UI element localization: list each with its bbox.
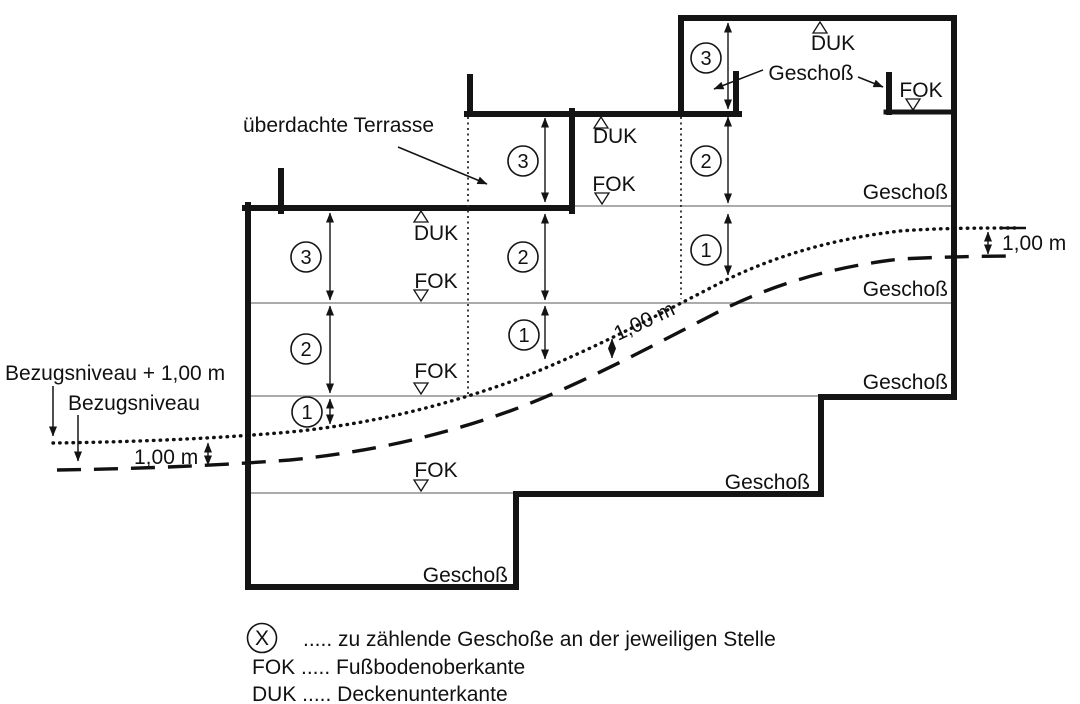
level-markers bbox=[414, 22, 920, 491]
legend-line-counted: ..... zu zählende Geschoße an der jeweiligen Stelle bbox=[303, 628, 776, 651]
badge-number: 1 bbox=[518, 325, 530, 347]
geschoss-label-4: Geschoß bbox=[724, 471, 810, 494]
geschoss-label-5: Geschoß bbox=[422, 564, 508, 587]
terrain bbox=[53, 228, 1026, 470]
badge-mid-1 bbox=[509, 320, 539, 350]
one-m-label-left: 1,00 m bbox=[134, 446, 199, 469]
badge-number: 2 bbox=[517, 247, 529, 269]
one-m-label-right: 1,00 m bbox=[1002, 232, 1067, 255]
badge-number: 1 bbox=[301, 402, 313, 424]
duk-marker-icon bbox=[414, 211, 428, 222]
badge-left-1 bbox=[292, 397, 322, 427]
fok-label-top: FOK bbox=[899, 79, 943, 102]
badge-left-3 bbox=[291, 242, 321, 272]
one-meter-dimensions bbox=[208, 232, 988, 465]
duk-label-lower: DUK bbox=[413, 222, 459, 245]
fok-label-lower-2: FOK bbox=[414, 360, 458, 383]
geschoss-pointer-right bbox=[858, 77, 883, 87]
badge-number: 2 bbox=[700, 151, 712, 173]
badge-number: 1 bbox=[700, 240, 712, 262]
duk-label-top: DUK bbox=[810, 32, 856, 55]
geschoss-label-2: Geschoß bbox=[862, 278, 948, 301]
legend-line-fok: FOK ..... Fußbodenoberkante bbox=[252, 656, 526, 679]
storey-badges bbox=[291, 43, 721, 427]
geschoss-label-top: Geschoß bbox=[768, 62, 854, 85]
legend-x-symbol: X bbox=[254, 627, 270, 650]
legend-line-duk: DUK ..... Deckenunterkante bbox=[252, 683, 508, 704]
badge-number: 3 bbox=[700, 48, 712, 70]
storey-dimension-lines bbox=[330, 23, 728, 424]
one-m-label-middle: 1,00 m bbox=[610, 297, 679, 346]
geschoss-label-1: Geschoß bbox=[862, 181, 948, 204]
badge-right-3 bbox=[691, 43, 721, 73]
legend bbox=[248, 624, 776, 704]
bezugsniveau-label: Bezugsniveau bbox=[68, 392, 200, 415]
badge-right-1 bbox=[691, 235, 721, 265]
geschoss-label-3: Geschoß bbox=[862, 371, 948, 394]
terrasse-pointer bbox=[398, 147, 487, 184]
badge-mid-2 bbox=[508, 242, 538, 272]
fok-label-lower-3: FOK bbox=[414, 459, 458, 482]
fok-marker-icon bbox=[414, 383, 428, 394]
bezugsniveau-plus-label: Bezugsniveau + 1,00 m bbox=[5, 362, 226, 385]
badge-number: 3 bbox=[517, 151, 529, 173]
fok-label-middle: FOK bbox=[592, 173, 636, 196]
badge-mid-3 bbox=[508, 146, 538, 176]
badge-left-2 bbox=[291, 334, 321, 364]
badge-number: 3 bbox=[300, 247, 312, 269]
fok-label-lower-1: FOK bbox=[414, 270, 458, 293]
terrasse-label: überdachte Terrasse bbox=[243, 114, 435, 137]
duk-label-middle: DUK bbox=[592, 125, 638, 148]
badge-right-2 bbox=[691, 146, 721, 176]
badge-number: 2 bbox=[300, 339, 312, 361]
